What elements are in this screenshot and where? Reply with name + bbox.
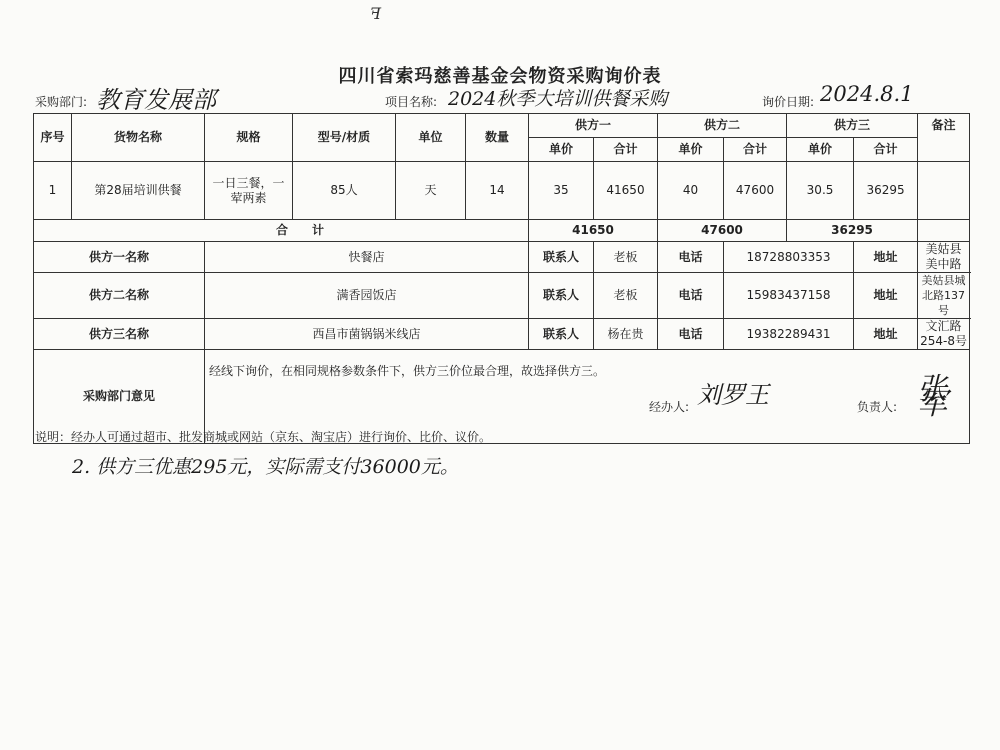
supplier2-address: 美姑县城北路137号 — [918, 273, 970, 319]
cell-s1-total: 41650 — [594, 162, 658, 220]
header-unit: 单位 — [396, 114, 466, 162]
project-value: 2024秋季大培训供餐采购 — [448, 88, 668, 110]
cell-s3-total: 36295 — [854, 162, 918, 220]
cell-seq: 1 — [34, 162, 72, 220]
opinion-label: 采购部门意见 — [34, 350, 205, 444]
cell-qty: 14 — [466, 162, 529, 220]
header-s3-total: 合计 — [854, 138, 918, 162]
supplier1-phone: 18728803353 — [724, 242, 854, 273]
total-s1: 41650 — [529, 220, 658, 242]
cell-model: 85人 — [293, 162, 396, 220]
note-line-1: 说明：经办人可通过超市、批发商城或网站（京东、淘宝店）进行询价、比价、议价。 — [35, 430, 492, 444]
supplier2-name: 满香园饭店 — [205, 273, 529, 319]
supplier2-contact: 老板 — [594, 273, 658, 319]
page-title: 四川省索玛慈善基金会物资采购询价表 — [338, 66, 662, 87]
supplier1-contact: 老板 — [594, 242, 658, 273]
header-qty: 数量 — [466, 114, 529, 162]
supplier3-name-label: 供方三名称 — [34, 319, 205, 350]
supplier-row — [34, 242, 970, 273]
supplier-row — [34, 319, 970, 350]
supplier2-phone: 15983437158 — [724, 273, 854, 319]
header-s2-price: 单价 — [658, 138, 724, 162]
total-remark — [918, 220, 970, 242]
total-row — [34, 220, 970, 242]
handler-signature: 刘罗王 — [697, 381, 769, 409]
supplier2-phone-label: 电话 — [658, 273, 724, 319]
header-seq: 序号 — [34, 114, 72, 162]
inquiry-table — [33, 113, 970, 444]
project-label: 项目名称: — [385, 95, 438, 109]
supplier-row — [34, 273, 970, 319]
total-s3: 36295 — [787, 220, 918, 242]
header-s1-price: 单价 — [529, 138, 594, 162]
supplier1-name-label: 供方一名称 — [34, 242, 205, 273]
total-label: 合 计 — [34, 220, 529, 242]
cell-s2-price: 40 — [658, 162, 724, 220]
supplier1-name: 快餐店 — [205, 242, 529, 273]
cell-unit: 天 — [396, 162, 466, 220]
supplier2-address-label: 地址 — [854, 273, 918, 319]
header-remark: 备注 — [918, 114, 970, 162]
supplier1-address-label: 地址 — [854, 242, 918, 273]
header-model: 型号/材质 — [293, 114, 396, 162]
cell-s1-price: 35 — [529, 162, 594, 220]
cell-remark — [918, 162, 970, 220]
header-s3-price: 单价 — [787, 138, 854, 162]
header-s2-total: 合计 — [724, 138, 787, 162]
dept-label: 采购部门: — [35, 95, 88, 109]
table-header-row — [34, 114, 970, 138]
top-handwritten-mark: ꟻ — [370, 4, 382, 23]
table-row — [34, 162, 970, 220]
supplier1-contact-label: 联系人 — [529, 242, 594, 273]
owner-label: 负责人: — [857, 400, 898, 414]
header-spec: 规格 — [205, 114, 293, 162]
header-supplier3: 供方三 — [787, 114, 918, 138]
supplier3-phone: 19382289431 — [724, 319, 854, 350]
supplier3-name: 西昌市菌锅锅米线店 — [205, 319, 529, 350]
handler-label: 经办人: — [649, 400, 690, 414]
header-supplier2: 供方二 — [658, 114, 787, 138]
supplier1-address: 美姑县美中路 — [918, 242, 970, 273]
supplier3-address-label: 地址 — [854, 319, 918, 350]
cell-s3-price: 30.5 — [787, 162, 854, 220]
cell-spec: 一日三餐，一荤两素 — [205, 162, 293, 220]
header-supplier1: 供方一 — [529, 114, 658, 138]
date-value: 2024.8.1 — [820, 82, 914, 106]
cell-goods: 第28届培训供餐 — [72, 162, 205, 220]
owner-signature: 张军 — [917, 372, 947, 422]
opinion-text: 经线下询价，在相同规格参数条件下，供方三价位最合理，故选择供方三。 — [209, 364, 606, 378]
header-goods: 货物名称 — [72, 114, 205, 162]
supplier2-name-label: 供方二名称 — [34, 273, 205, 319]
note-line-2: 2. 供方三优惠295元，实际需支付36000元。 — [72, 456, 459, 478]
total-s2: 47600 — [658, 220, 787, 242]
supplier1-phone-label: 电话 — [658, 242, 724, 273]
supplier3-address: 文汇路254-8号 — [918, 319, 970, 350]
cell-s2-total: 47600 — [724, 162, 787, 220]
supplier3-contact-label: 联系人 — [529, 319, 594, 350]
supplier3-contact: 杨在贵 — [594, 319, 658, 350]
supplier3-phone-label: 电话 — [658, 319, 724, 350]
supplier2-contact-label: 联系人 — [529, 273, 594, 319]
date-label: 询价日期: — [762, 95, 815, 109]
header-s1-total: 合计 — [594, 138, 658, 162]
dept-value: 教育发展部 — [96, 86, 216, 114]
